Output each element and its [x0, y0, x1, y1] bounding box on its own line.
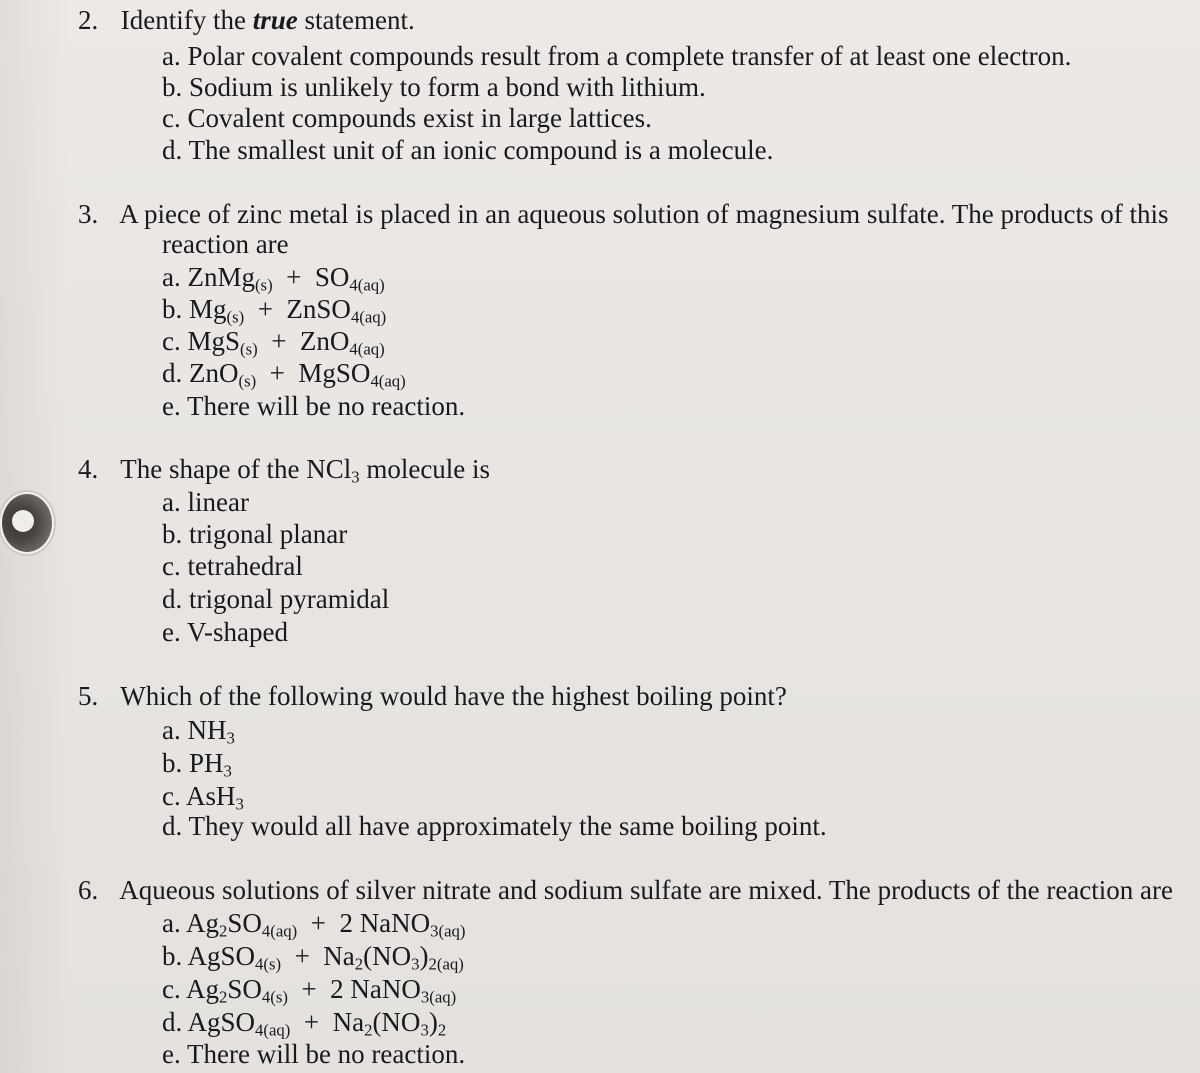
formula: MgSO: [298, 358, 371, 388]
formula: AgSO: [187, 941, 256, 971]
formula-subscript: 2(aq): [428, 954, 464, 974]
binder-hole: [0, 492, 54, 554]
formula-subscript: 4(aq): [370, 371, 406, 391]
stem-text: A piece of zinc metal is placed in an aqueous solution of magnesium sulfate. The products of this: [119, 199, 1169, 229]
option-letter: d.: [162, 1007, 183, 1037]
formula-subscript: (s): [240, 339, 258, 359]
question-4-option-a: a. linear: [162, 487, 249, 517]
formula-subscript: 4(s): [255, 954, 282, 974]
formula-subscript: 3(aq): [430, 921, 466, 941]
plus-sign: +: [271, 326, 287, 356]
formula-subscript: 3: [226, 728, 235, 748]
formula: SO: [314, 262, 350, 292]
plus-sign: +: [294, 941, 310, 971]
option-letter: c.: [162, 974, 181, 1004]
question-number: 5.: [78, 681, 99, 711]
stem-text: Which of the following would have the highest boiling point?: [120, 681, 787, 711]
formula: (NO: [363, 941, 412, 971]
question-5-option-d: d. They would all have approximately the same boiling point.: [162, 811, 827, 841]
formula: NaNO: [350, 974, 421, 1004]
formula: ZnO: [299, 326, 350, 356]
formula: MgS: [187, 326, 241, 356]
question-number: 3.: [78, 199, 99, 229]
option-letter: a.: [162, 262, 181, 292]
formula-subscript: (s): [238, 371, 257, 391]
formula-subscript: 3: [235, 794, 244, 814]
formula: AsH: [186, 781, 236, 811]
formula: PH: [189, 748, 224, 778]
formula-subscript: 4(aq): [261, 921, 298, 941]
stem-text: The shape of the NCl: [120, 454, 352, 484]
formula: Ag: [186, 974, 219, 1004]
formula: ZnSO: [286, 294, 351, 324]
formula: ZnMg: [187, 262, 255, 292]
stem-text: Aqueous solutions of silver nitrate and sodium sulfate are mixed. The products of the reaction are: [119, 875, 1173, 905]
coefficient: 2: [339, 908, 353, 938]
option-letter: d.: [162, 358, 183, 388]
formula: ): [419, 941, 429, 971]
plus-sign: +: [310, 908, 326, 938]
formula: NH: [187, 715, 227, 745]
question-2-stem: [78, 4, 415, 36]
formula-subscript: 2: [364, 1020, 373, 1040]
option-letter: b.: [162, 294, 183, 324]
option-letter: a.: [162, 715, 181, 745]
formula: Ag: [186, 908, 219, 938]
option-letter: c.: [162, 326, 181, 356]
formula-subscript: 4(s): [261, 987, 288, 1007]
coefficient: 2: [330, 974, 344, 1004]
formula-subscript: 4(aq): [349, 275, 385, 295]
formula-subscript: 3: [351, 467, 360, 487]
option-letter: b.: [162, 941, 183, 971]
formula: ): [428, 1007, 438, 1037]
formula-subscript: 4(aq): [349, 339, 385, 359]
formula: AgSO: [187, 1007, 256, 1037]
formula-subscript: 2: [219, 921, 228, 941]
option-letter: a.: [162, 908, 181, 938]
formula: (NO: [372, 1007, 421, 1037]
question-5-stem: [78, 680, 787, 712]
question-4-stem: [78, 453, 490, 494]
question-3-option-e: e. There will be no reaction.: [162, 391, 466, 421]
plus-sign: +: [303, 1007, 320, 1037]
question-3-stem-line2: reaction are: [162, 229, 289, 259]
formula-subscript: 3: [420, 1020, 429, 1040]
formula: NaNO: [359, 908, 431, 938]
question-6-stem: [78, 874, 1173, 906]
formula: SO: [227, 974, 262, 1004]
formula-subscript: 3: [411, 954, 420, 974]
formula-subscript: 3: [223, 761, 232, 781]
question-2-option-b: b. Sodium is unlikely to form a bond with lithium.: [162, 72, 706, 102]
formula-subscript: 2: [354, 954, 364, 974]
formula: Na: [332, 1007, 365, 1037]
question-number: 6.: [78, 875, 99, 905]
question-number: 4.: [78, 454, 99, 484]
option-letter: c.: [162, 781, 181, 811]
formula: Na: [323, 941, 355, 971]
formula-subscript: (s): [226, 307, 245, 327]
question-number: 2.: [78, 5, 99, 35]
stem-text: molecule is: [366, 454, 491, 484]
question-2-option-c: c. Covalent compounds exist in large lattices.: [162, 103, 652, 133]
plus-sign: +: [286, 262, 302, 292]
option-letter: b.: [162, 748, 183, 778]
question-6-option-e: e. There will be no reaction.: [162, 1039, 466, 1069]
question-2-option-a: a. Polar covalent compounds result from a complete transfer of at least one electron.: [162, 41, 1072, 71]
question-3-stem: [78, 198, 1169, 230]
question-2-option-d: d. The smallest unit of an ionic compound is a molecule.: [162, 135, 774, 165]
formula-subscript: (s): [254, 275, 273, 295]
formula-subscript: 2: [437, 1020, 447, 1040]
stem-text: Identify the: [120, 5, 246, 35]
question-4-option-d: d. trigonal pyramidal: [162, 584, 390, 614]
question-4-option-e: e. V-shaped: [162, 617, 288, 647]
plus-sign: +: [301, 974, 317, 1004]
formula-subscript: 4(aq): [255, 1020, 291, 1040]
formula-subscript: 4(aq): [350, 307, 387, 327]
question-4-option-b: b. trigonal planar: [162, 519, 348, 549]
formula: Mg: [189, 294, 227, 324]
formula: SO: [227, 908, 262, 938]
formula-subscript: 2: [219, 987, 228, 1007]
question-4-option-c: c. tetrahedral: [162, 551, 303, 581]
stem-emphasis: true: [252, 5, 298, 35]
plus-sign: +: [269, 358, 285, 388]
stem-text: statement.: [304, 5, 415, 35]
formula-subscript: 3(aq): [420, 987, 457, 1007]
formula: ZnO: [189, 358, 239, 388]
plus-sign: +: [257, 294, 273, 324]
binder-hole-center: [12, 510, 34, 532]
